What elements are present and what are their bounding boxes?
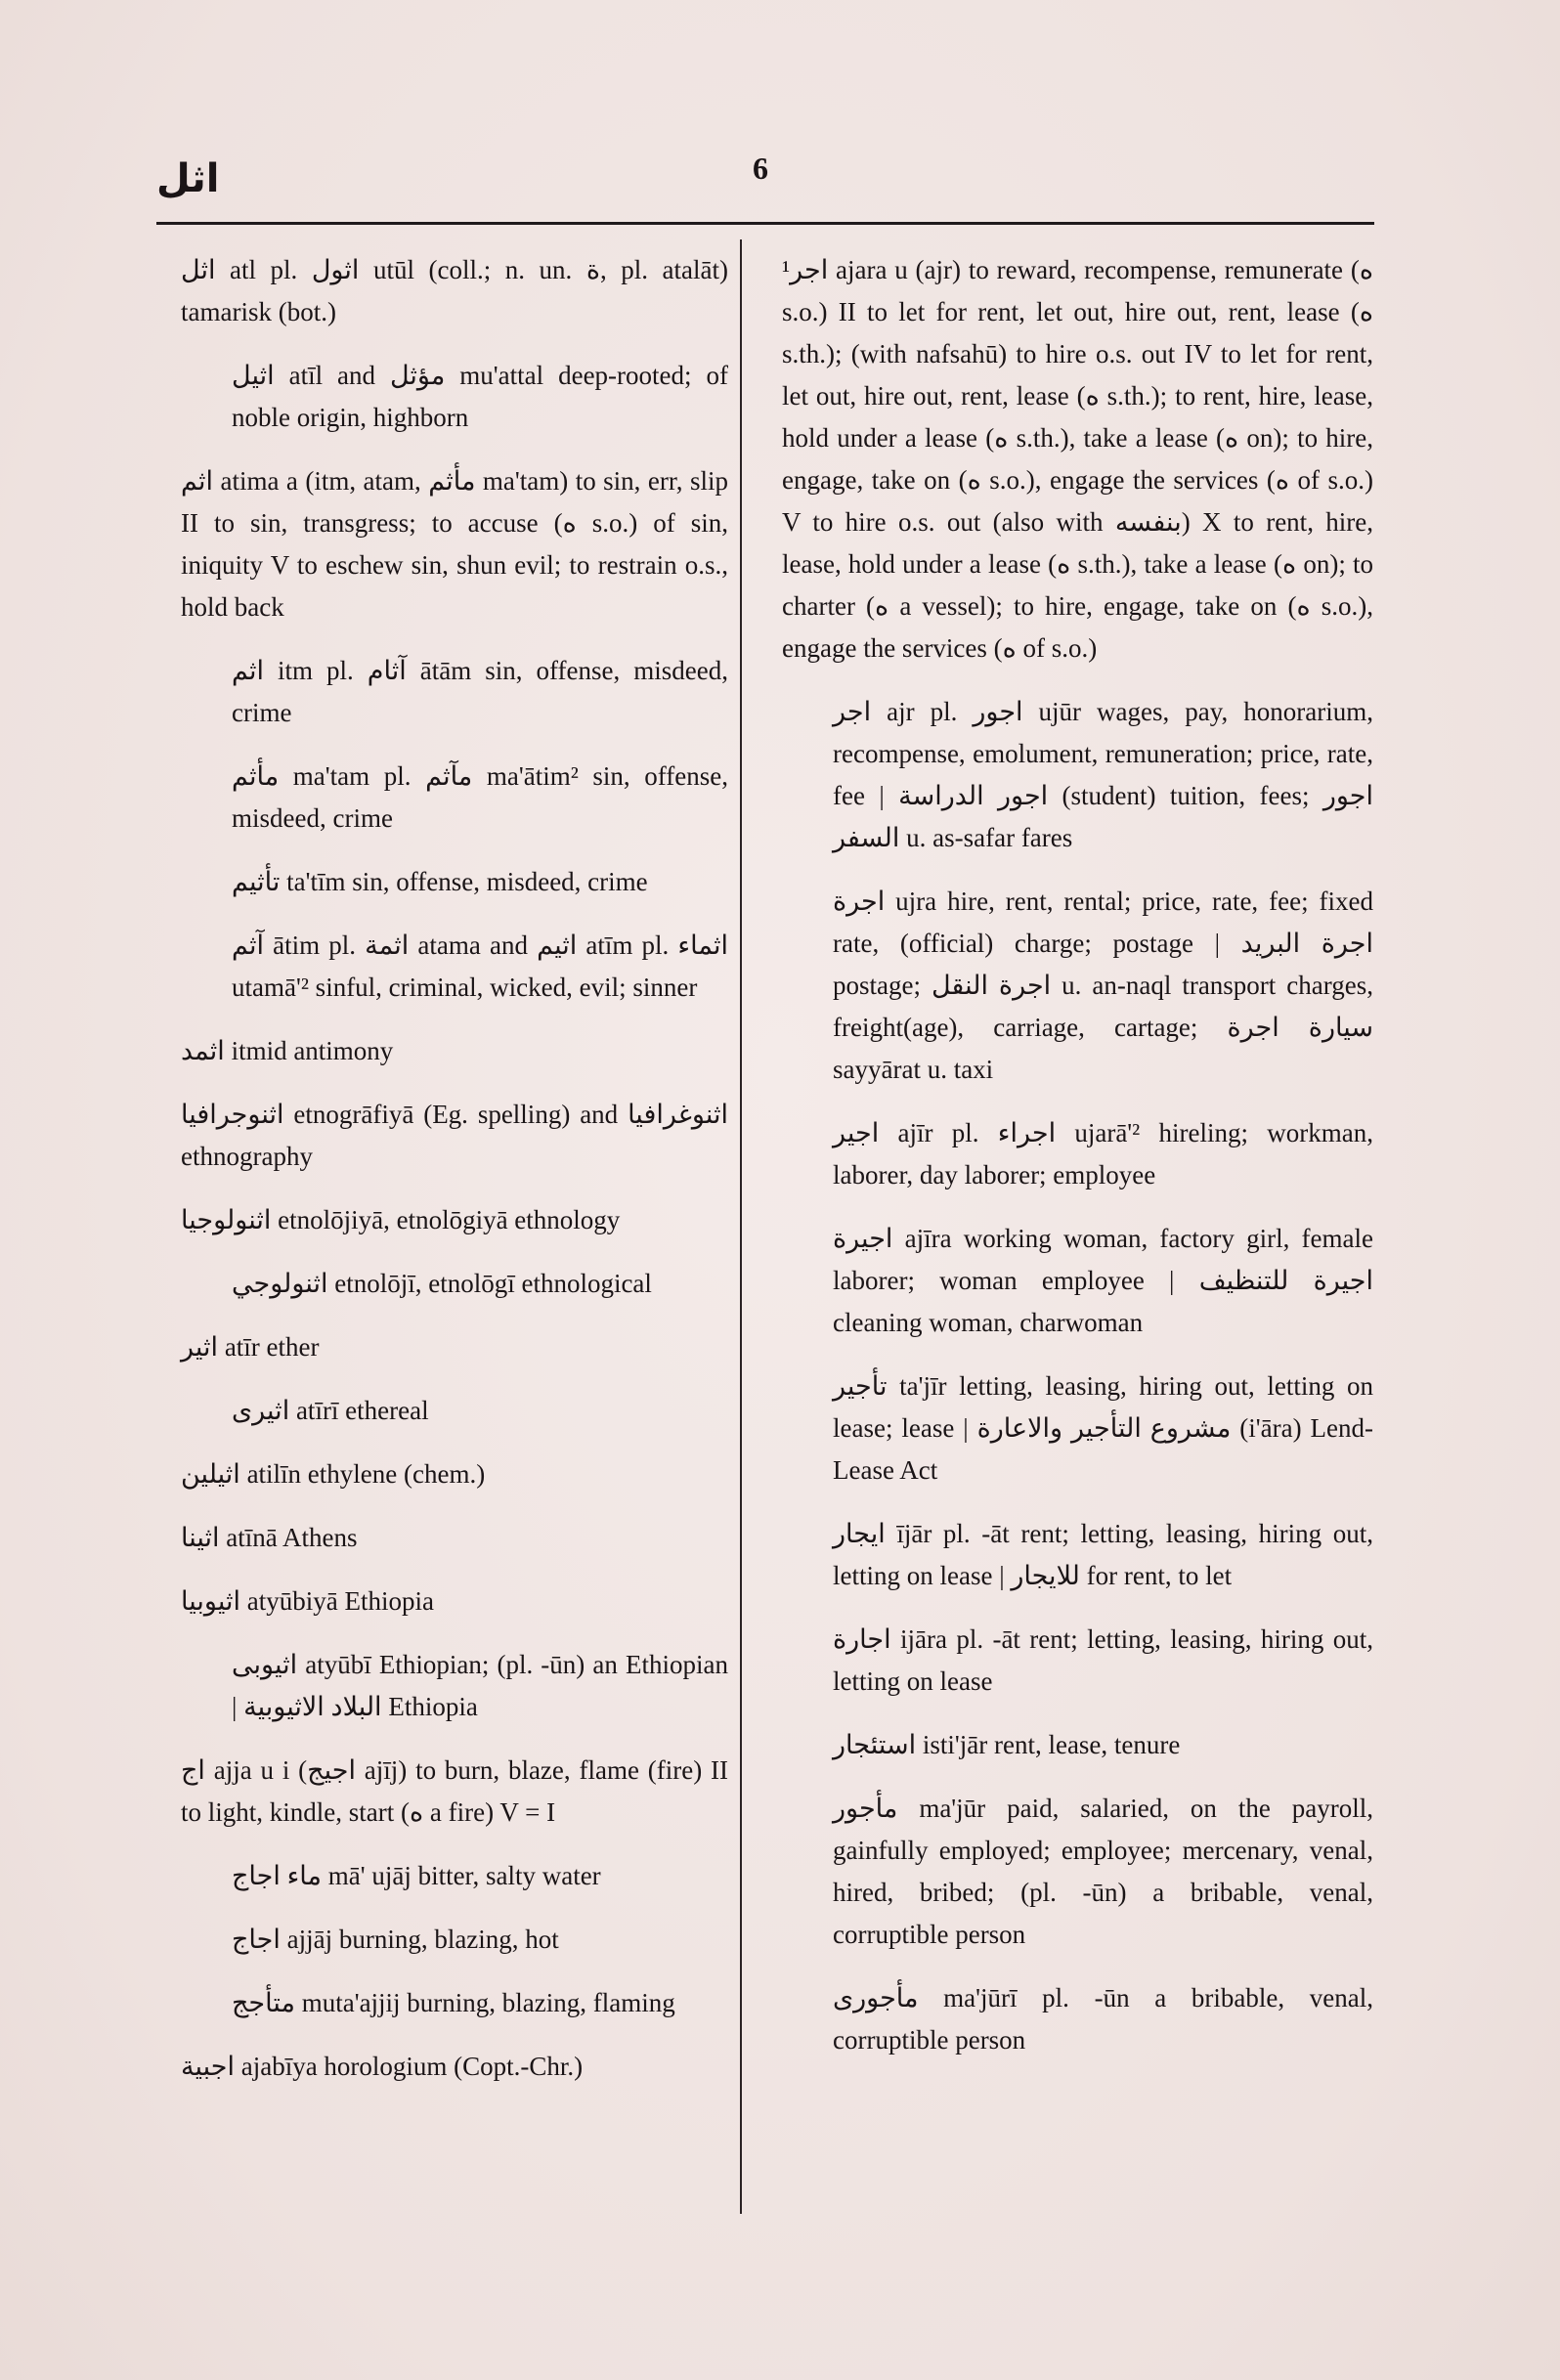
dictionary-entry: مأجورى ma'jūrī pl. -ūn a bribable, venal, corruptible person (833, 1983, 1373, 2055)
dictionary-entry: ماء اجاج mā' ujāj bitter, salty water (232, 1861, 601, 1890)
dictionary-entry: اثيوبى atyūbī Ethiopian; (pl. -ūn) an Ethiopian | البلاد الاثيوبية Ethiopia (232, 1650, 728, 1721)
dictionary-entry: اجر ajr pl. اجور ujūr wages, pay, honorarium, recompense, emolument, remuneration; price, rate, fee | اجور الدراسة (student) tuition, fees; اجور السفر u. as-safar fares (833, 697, 1373, 852)
dictionary-entry: اجاج ajjāj burning, blazing, hot (232, 1925, 559, 1954)
page-number: 6 (753, 151, 768, 186)
dictionary-entry: اجبية ajabīya horologium (Copt.-Chr.) (181, 2052, 584, 2081)
column-divider (740, 239, 742, 2214)
dictionary-entry: مأجور ma'jūr paid, salaried, on the payroll, gainfully employed; employee; mercenary, venal, hired, bribed; (pl. -ūn) a bribable, venal, corruptible person (833, 1794, 1373, 1949)
dictionary-entry: اجرة ujra hire, rent, rental; price, rate, fee; fixed rate, (official) charge; postage | اجرة البريد postage; اجرة النقل u. an-naql transport charges, freight(age), carriage, cartage; سيارة اجرة sayyārat u. taxi (833, 887, 1373, 1084)
dictionary-entry: اثمد itmid antimony (181, 1036, 394, 1065)
dictionary-entry: اثم itm pl. آثام ātām sin, offense, misdeed, crime (232, 656, 728, 727)
dictionary-entry: ¹اجر ajara u (ajr) to reward, recompense, remunerate (ه s.o.) II to let for rent, let out, hire out, rent, lease (ه s.th.); (with nafsahū) to hire o.s. out IV to let for rent, let out, hire out, rent, lease (ه s.th.); to rent, hire, lease, hold under a lease (ه s.th.), take a lease (ه on); to hire, engage, take on (ه s.o.), engage the services (ه of s.o.) V to hire o.s. out (also with بنفسه) X to rent, hire, lease, hold under a lease (ه s.th.), take a lease (ه on); to charter (ه a vessel); to hire, engage, take on (ه s.o.), engage the services (ه of s.o.) (782, 255, 1374, 663)
dictionary-entry: اثيلين atilīn ethylene (chem.) (181, 1459, 486, 1489)
dictionary-entry: اثيل atīl and مؤثل mu'attal deep-rooted; of noble origin, highborn (232, 361, 728, 432)
right-column (782, 249, 1373, 2083)
dictionary-entry: اجيرة ajīra working woman, factory girl, female laborer; woman employee | اجيرة للتنظيف cleaning woman, charwoman (833, 1224, 1373, 1337)
dictionary-entry: اثنولوجي etnolōjī, etnolōgī ethnological (232, 1269, 652, 1298)
dictionary-entry: اثنوجرافيا etnogrāfiyā (Eg. spelling) and اثنوغرافيا ethnography (181, 1100, 728, 1171)
dictionary-entry: تأثيم ta'tīm sin, offense, misdeed, crime (232, 867, 648, 896)
running-headword: اثل (156, 156, 220, 201)
dictionary-entry: اثيرى atīrī ethereal (232, 1396, 429, 1425)
dictionary-entry: مأثم ma'tam pl. مآثم ma'ātim² sin, offense, misdeed, crime (232, 761, 728, 833)
dictionary-entry: اجارة ijāra pl. -āt rent; letting, leasing, hiring out, letting on lease (833, 1624, 1373, 1696)
dictionary-entry: اثيوبيا atyūbiyā Ethiopia (181, 1586, 434, 1616)
dictionary-entry: اثينا atīnā Athens (181, 1523, 358, 1552)
dictionary-entry: اثم atima a (itm, atam, مأثم ma'tam) to sin, err, slip II to sin, transgress; to accuse (ه s.o.) of sin, iniquity V to eschew sin, shun evil; to restrain o.s., hold back (181, 466, 729, 622)
left-column (181, 249, 728, 2109)
dictionary-entry: آثم ātim pl. اثمة atama and اثيم atīm pl. اثماء utamā'² sinful, criminal, wicked, evil; sinner (232, 930, 728, 1002)
dictionary-entry: اثل atl pl. اثول utūl (coll.; n. un. ة, pl. atalāt) tamarisk (bot.) (181, 255, 728, 326)
dictionary-entry: استئجار isti'jār rent, lease, tenure (833, 1730, 1181, 1759)
dictionary-entry: اج ajja u i (اجيج ajīj) to burn, blaze, flame (fire) II to light, kindle, start (ه a fire) V = I (181, 1755, 728, 1827)
page-header (156, 137, 1374, 225)
dictionary-entry: اثنولوجيا etnolōjiyā, etnolōgiyā ethnology (181, 1205, 621, 1234)
dictionary-entry: ايجار ījār pl. -āt rent; letting, leasing, hiring out, letting on lease | للايجار for rent, to let (833, 1519, 1373, 1590)
header-rule (156, 222, 1374, 225)
dictionary-entry: تأجير ta'jīr letting, leasing, hiring out, letting on lease; lease | مشروع التأجير والاعارة (i'āra) Lend-Lease Act (833, 1371, 1373, 1485)
dictionary-entry: اثير atīr ether (181, 1332, 320, 1362)
dictionary-entry: متأجج muta'ajjij burning, blazing, flaming (232, 1988, 675, 2017)
dictionary-entry: اجير ajīr pl. اجراء ujarā'² hireling; workman, laborer, day laborer; employee (833, 1118, 1373, 1190)
